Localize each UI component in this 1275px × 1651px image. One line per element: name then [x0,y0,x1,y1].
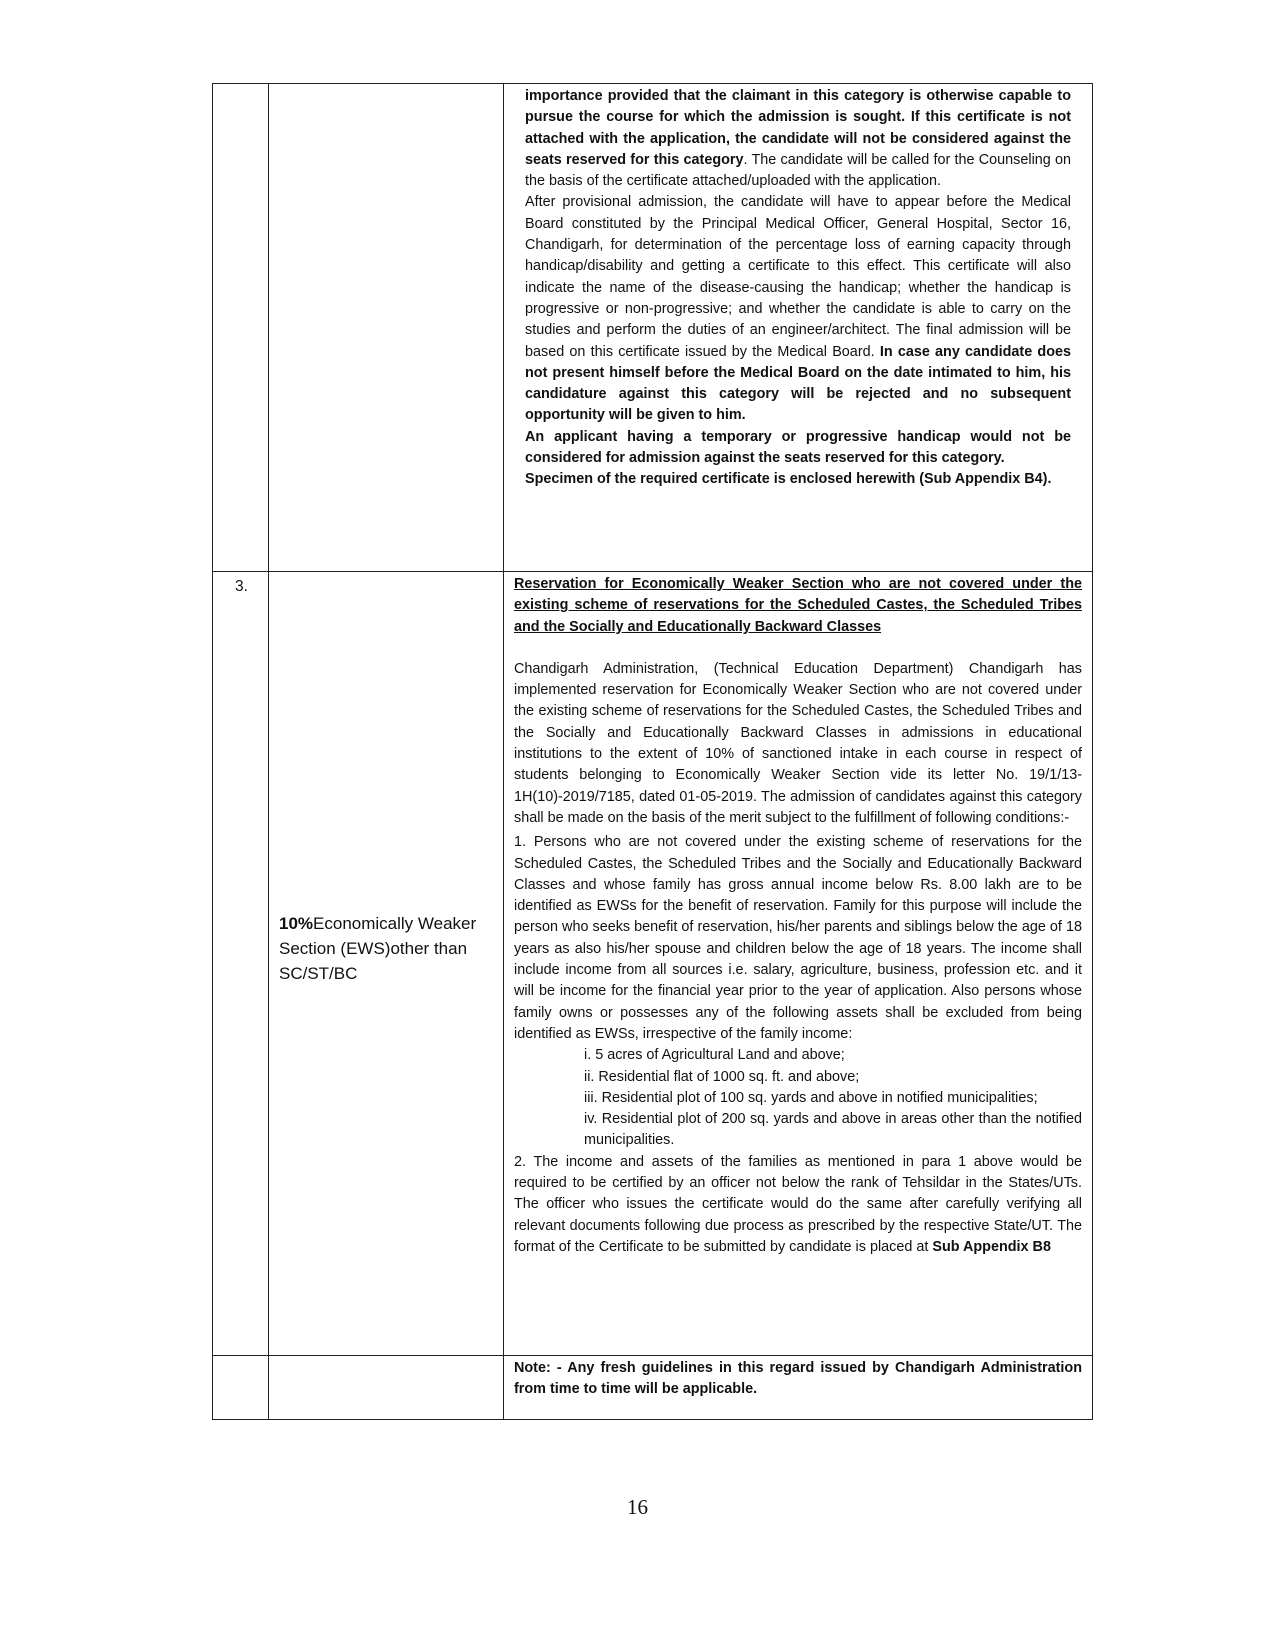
table-row [213,1356,1093,1420]
table-row [213,84,1093,572]
category-cell [269,84,504,572]
ews-intro: Chandigarh Administration, (Technical Education Department) Chandigarh has implemented reservation for Economically Weaker Section who are not covered under the existing scheme of reservations for the Scheduled Castes, the Scheduled Tribes and the Socially and Educationally Backward Classes in admissions in educational institutions to the extent of 10% of sanctioned intake in each course in respect of students belonging to Economically Weaker Section vide its letter No. 19/1/13-1H(10)-2019/7185, dated 01-05-2019. The admission of candidates against this category shall be made on the basis of the merit subject to the fulfillment of following conditions:- [514,660,1082,826]
serial-cell [213,1356,269,1420]
ews-point-2: 2. The income and assets of the families as mentioned in para 1 above would be required to be certified by an officer not below the rank of Tehsildar in the States/UTs. The officer who issues the certificate would do the same after carefully verifying all relevant documents following due process as prescribed by the respective State/UT. The format of the Certificate to be submitted by candidate is placed at Sub Appendix B8 [514,1153,1082,1255]
note-text: Note: - Any fresh guidelines in this regard issued by Chandigarh Administration from time to time will be applicable. [514,1360,1082,1398]
serial-number: 3. [235,578,248,595]
category-cell [269,1356,504,1420]
ph-paragraph-1: importance provided that the claimant in this category is otherwise capable to pursue the course for which the admission is sought. If this certificate is not attached with the application, the candidate will not be considered against the seats reserved for this category. The candidate will be called for the Counseling on the basis of the certificate attached/uploaded with the application. [525,88,1072,190]
category-label: 10%Economically Weaker Section (EWS)other than SC/ST/BC [279,914,477,983]
category-cell [269,572,504,1356]
asset-item: iii. Residential plot of 100 sq. yards and above in notified municipalities; [584,1089,1038,1106]
details-cell [504,572,1093,1356]
reservation-table [212,83,1093,1420]
ph-paragraph-2: After provisional admission, the candidate will have to appear before the Medical Board constituted by the Principal Medical Officer, General Hospital, Sector 16, Chandigarh, for determination of the percentage loss of earning capacity through handicap/disability and getting a certificate to this effect. This certificate will also indicate the name of the disease-causing the handicap; whether the handicap is progressive or non-progressive; and whether the candidate is able to carry on the studies and perform the duties of an engineer/architect. The final admission will be based on this certificate issued by the Medical Board. In case any candidate does not present himself before the Medical Board on the date intimated to him, his candidature against this category will be rejected and no subsequent opportunity will be given to him. [525,194,1072,424]
details-cell [504,84,1093,572]
ews-heading: Reservation for Economically Weaker Section who are not covered under the existing scheme of reservations for the Scheduled Castes, the Scheduled Tribes and the Socially and Educationally Backward Classes [514,576,1082,635]
details-cell [504,1356,1093,1420]
asset-item: i. 5 acres of Agricultural Land and above; [584,1047,845,1064]
ph-paragraph-4: Specimen of the required certificate is enclosed herewith (Sub Appendix B4). [525,471,1052,488]
serial-cell [213,572,269,1356]
serial-cell [213,84,269,572]
page-number: 16 [627,1495,648,1519]
ews-point-1: 1. Persons who are not covered under the existing scheme of reservations for the Scheduled Castes, the Scheduled Tribes and the Socially and Educationally Backward Classes and whose family has gross annual income below Rs. 8.00 lakh are to be identified as EWSs for the benefit of reservation. Family for this purpose will include the person who seeks benefit of reservation, his/her parents and siblings below the age of 18 years as also his/her spouse and children below the age of 18 years. The income shall include income from all sources i.e. salary, agriculture, business, profession etc. and it will be income for the financial year prior to the year of application. Also persons whose family owns or possesses any of the following assets shall be excluded from being identified as EWSs, irrespective of the family income: [514,834,1082,1042]
ph-paragraph-3: An applicant having a temporary or progressive handicap would not be considered for admission against the seats reserved for this category. [525,428,1071,467]
table-row [213,572,1093,1356]
asset-item: iv. Residential plot of 200 sq. yards and above in areas other than the notified municipalities. [584,1111,1082,1149]
asset-item: ii. Residential flat of 1000 sq. ft. and above; [584,1068,860,1085]
